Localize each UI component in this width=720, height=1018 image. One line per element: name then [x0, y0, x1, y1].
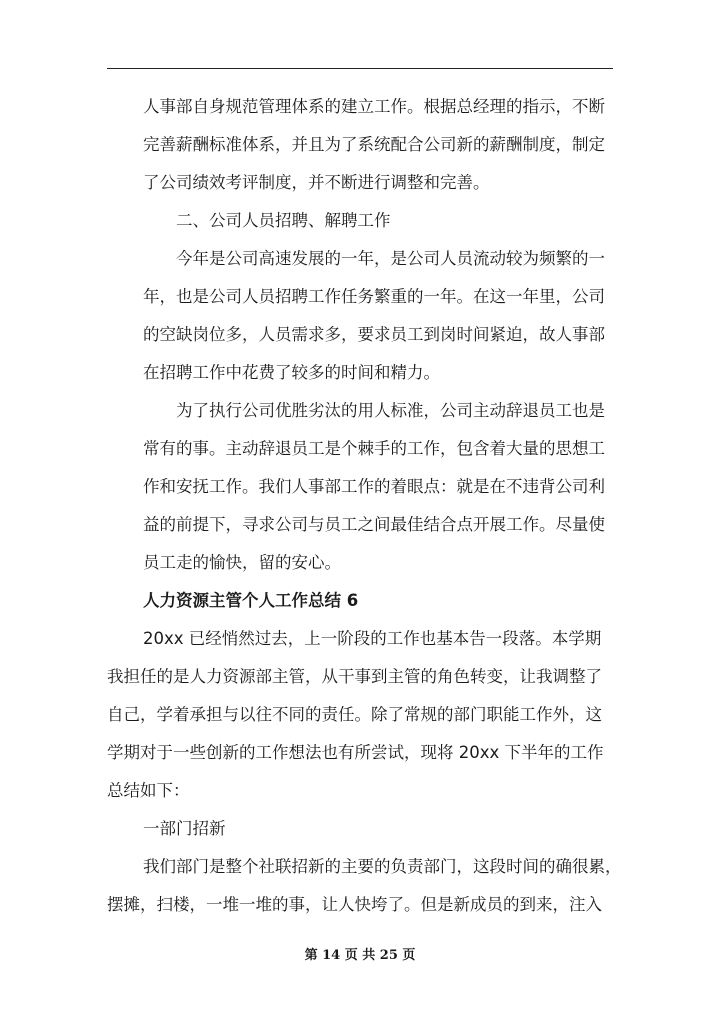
- text-line: 我们部门是整个社联招新的主要的负责部门，这段时间的确很累，: [143, 857, 622, 876]
- text-line: 了公司绩效考评制度，并不断进行调整和完善。: [143, 173, 490, 192]
- section-heading: 一部门招新: [143, 819, 226, 838]
- text-line: 完善薪酬标准体系，并且为了系统配合公司新的薪酬制度，制定: [143, 135, 605, 154]
- text-line: 为了执行公司优胜劣汰的用人标准，公司主动辞退员工也是: [176, 401, 605, 420]
- header-rule: [107, 68, 613, 69]
- text-line: 学期对于一些创新的工作想法也有所尝试，现将 20xx 下半年的工作: [107, 743, 604, 762]
- text-line: 今年是公司高速发展的一年，是公司人员流动较为频繁的一: [176, 249, 605, 268]
- text-line: 益的前提下，寻求公司与员工之间最佳结合点开展工作。尽量使: [143, 515, 605, 534]
- text-line: 摆摊，扫楼，一堆一堆的事，让人快垮了。但是新成员的到来，注入: [107, 895, 602, 914]
- text-line: 员工走的愉快，留的安心。: [143, 553, 341, 572]
- document-heading: 人力资源主管个人工作总结 6: [143, 591, 359, 610]
- text-line: 我担任的是人力资源部主管，从干事到主管的角色转变，让我调整了: [107, 667, 602, 686]
- text-line: 常有的事。主动辞退员工是个棘手的工作，包含着大量的思想工: [143, 439, 605, 458]
- text-line: 年，也是公司人员招聘工作任务繁重的一年。在这一年里，公司: [143, 287, 605, 306]
- text-line: 20xx 已经悄然过去，上一阶段的工作也基本告一段落。本学期: [143, 629, 602, 648]
- text-line: 人事部自身规范管理体系的建立工作。根据总经理的指示，不断: [143, 97, 605, 116]
- section-heading: 二、公司人员招聘、解聘工作: [176, 211, 391, 230]
- text-line: 总结如下：: [107, 781, 190, 800]
- text-line: 作和安抚工作。我们人事部工作的着眼点：就是在不违背公司利: [143, 477, 605, 496]
- text-line: 自己，学着承担与以往不同的责任。除了常规的部门职能工作外，这: [107, 705, 602, 724]
- text-line: 在招聘工作中花费了较多的时间和精力。: [143, 363, 440, 382]
- page-footer: 第 14 页 共 25 页: [304, 948, 416, 963]
- text-line: 的空缺岗位多，人员需求多，要求员工到岗时间紧迫，故人事部: [143, 325, 605, 344]
